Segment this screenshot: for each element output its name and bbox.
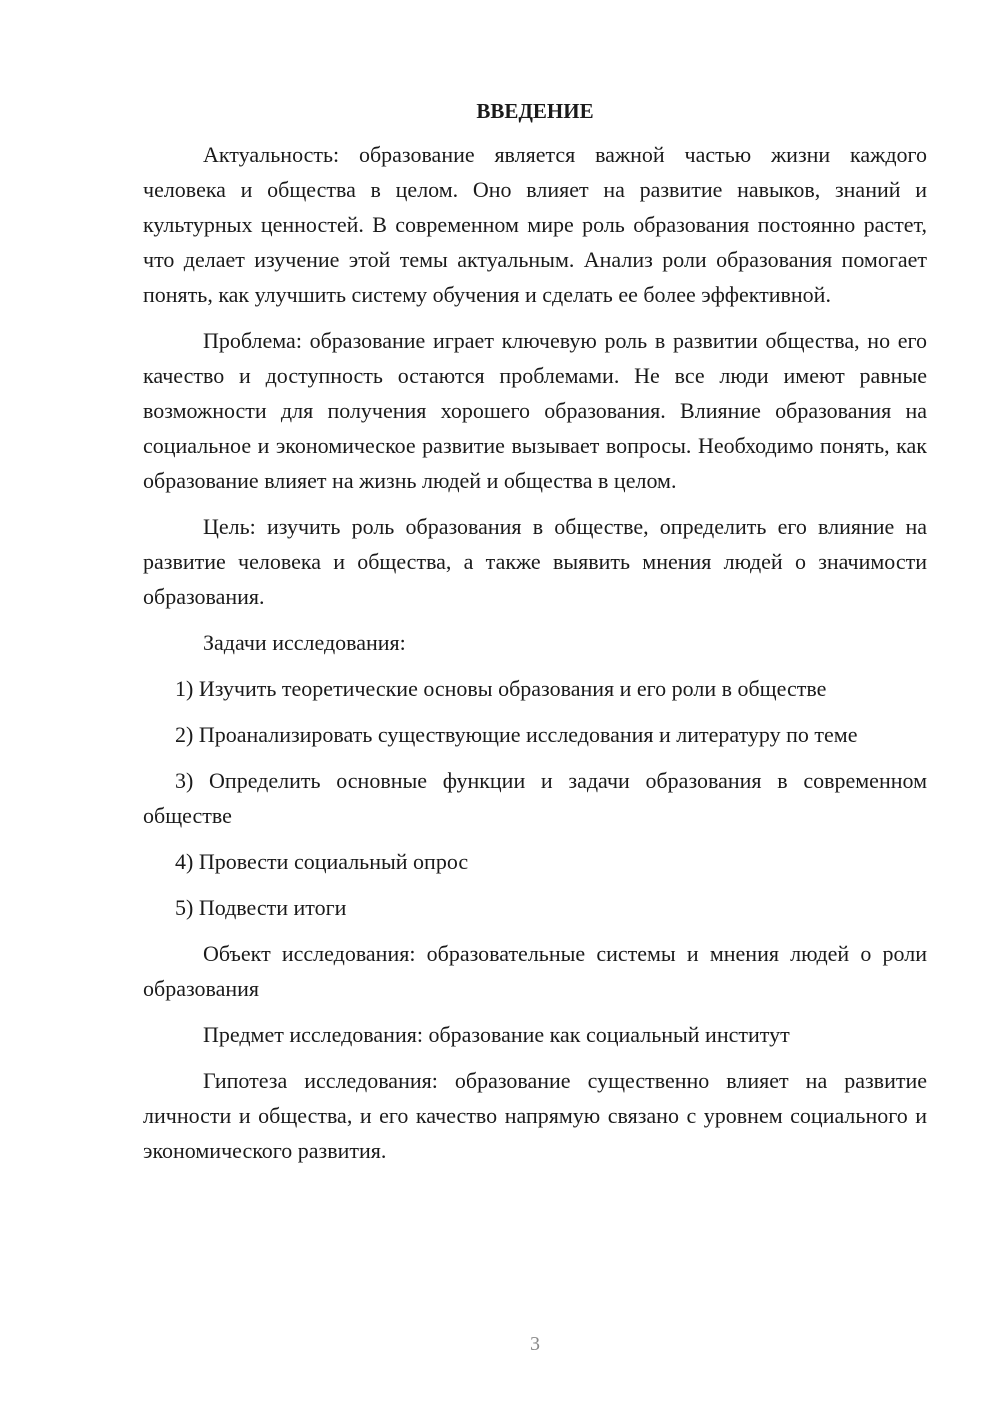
paragraph-problem: Проблема: образование играет ключевую роль в развитии общества, но его качество и доступность остаются проблемами. Не все люди имеют равные возможности для получения хорошего образования. Влияние образования на социальное и экономическое развитие вызывает вопросы. Необходимо понять, как образование влияет на жизнь людей и общества в целом. — [143, 328, 927, 493]
paragraph-hypothesis: Гипотеза исследования: образование существенно влияет на развитие личности и общества, и его качество напрямую связано с уровнем социального и экономического развития. — [143, 1068, 927, 1163]
task-item-3: 3) Определить основные функции и задачи образования в современном обществе — [143, 768, 927, 828]
task-item-1: 1) Изучить теоретические основы образования и его роли в обществе — [175, 676, 827, 701]
paragraph-tasks-heading: Задачи исследования: — [203, 630, 406, 655]
task-item-2: 2) Проанализировать существующие исследования и литературу по теме — [175, 722, 858, 747]
task-item-5: 5) Подвести итоги — [175, 895, 347, 920]
paragraph-goal: Цель: изучить роль образования в обществе, определить его влияние на развитие человека и общества, а также выявить мнения людей о значимости образования. — [143, 514, 927, 609]
page-content — [143, 95, 927, 1179]
page-number: 3 — [530, 1333, 540, 1355]
paragraph-object: Объект исследования: образовательные системы и мнения людей о роли образования — [143, 941, 927, 1001]
task-item-4: 4) Провести социальный опрос — [175, 849, 469, 874]
page-title: ВВЕДЕНИЕ — [476, 99, 594, 123]
paragraph-subject: Предмет исследования: образование как социальный институт — [203, 1022, 790, 1047]
paragraph-relevance: Актуальность: образование является важной частью жизни каждого человека и общества в целом. Оно влияет на развитие навыков, знаний и культурных ценностей. В современном мире роль образования постоянно растет, что делает изучение этой темы актуальным. Анализ роли образования помогает понять, как улучшить систему обучения и сделать ее более эффективной. — [143, 142, 927, 307]
